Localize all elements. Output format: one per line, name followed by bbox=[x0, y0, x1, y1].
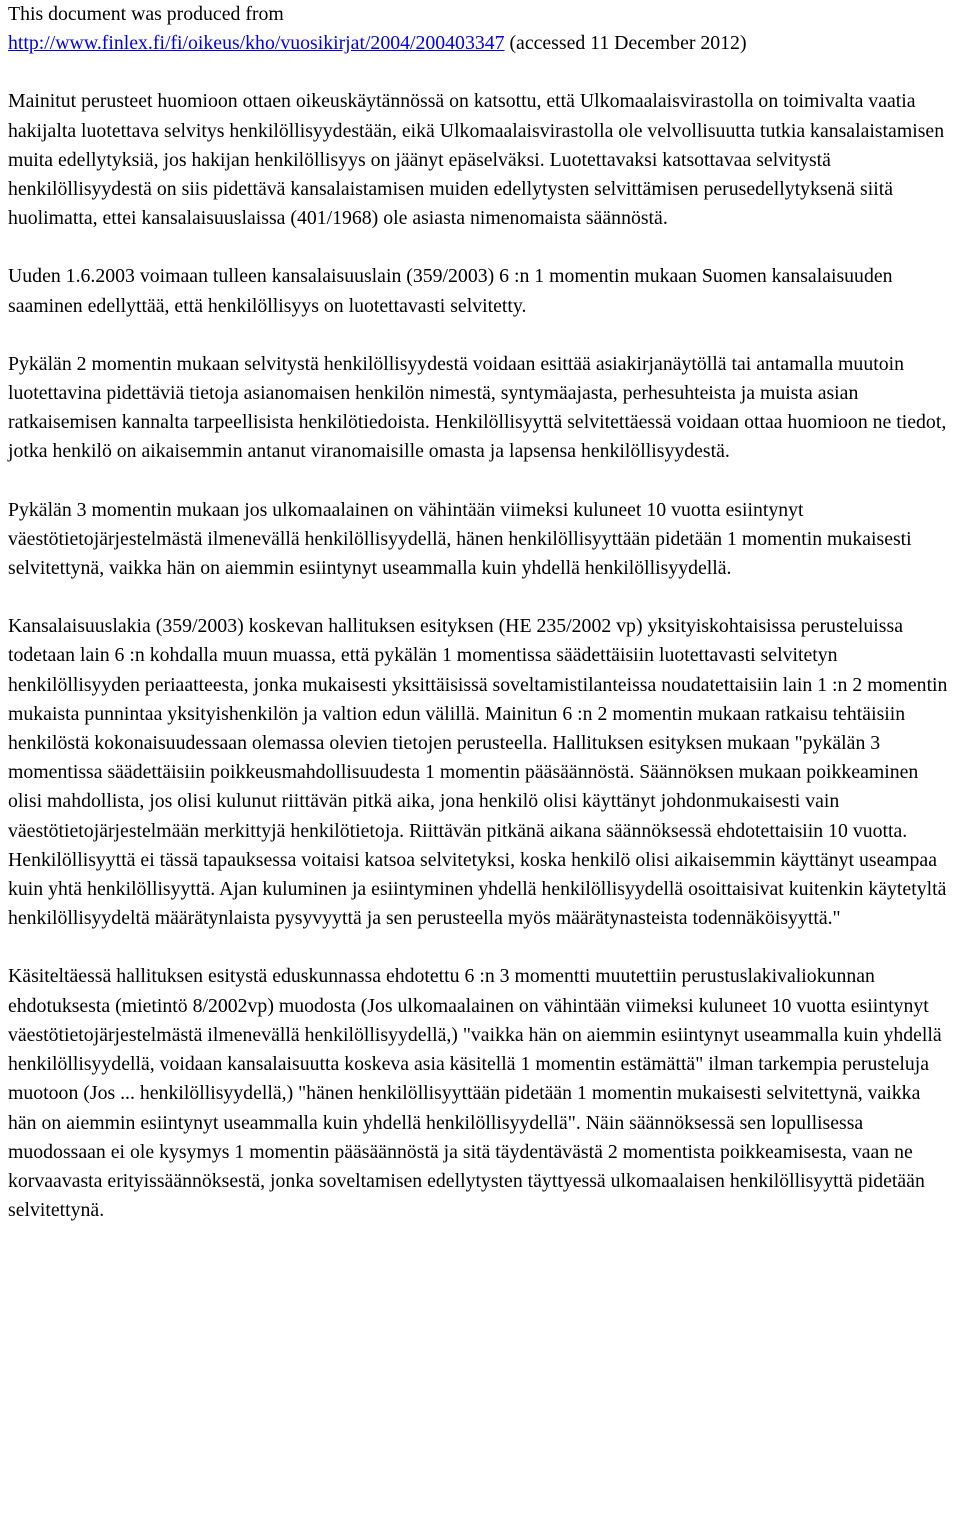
paragraph-citizenship-act-6-1: Uuden 1.6.2003 voimaan tulleen kansalaisuuslain (359/2003) 6 :n 1 momentin mukaan Suomen kansalaisuuden saaminen edellyttää, että henkilöllisyys on luotettavasti selvitetty. bbox=[8, 265, 893, 317]
source-link[interactable]: http://www.finlex.fi/fi/oikeus/kho/vuosikirjat/2004/200403347 bbox=[8, 32, 505, 55]
access-date: (accessed 11 December 2012) bbox=[504, 32, 747, 55]
source-intro: This document was produced from bbox=[8, 3, 284, 25]
paragraph-government-proposal: Kansalaisuuslakia (359/2003) koskevan hallituksen esityksen (HE 235/2002 vp) yksityiskohtaisissa perusteluissa todetaan lain 6 :n kohdalla muun muassa, että pykälän 1 momentissa säädettäisiin luotettavasti selvitetyn henkilöllisyyden periaatteesta, jonka mukaisesti yksittäisissä soveltamistilanteissa noudatettaisiin lain 1 :n 2 momentin mukaista punnintaa yksityishenkilön ja valtion edun välillä. Mainitun 6 :n 2 momentin mukaan ratkaisu tehtäisiin henkilöstä kokonaisuudessaan olemassa olevien tietojen perusteella. Hallituksen esityksen mukaan "pykälän 3 momentissa säädettäisiin poikkeusmahdollisuudesta 1 momentin pääsäännöstä. Säännöksen mukaan poikkeaminen olisi mahdollista, jos olisi kulunut riittävän pitkä aika, jona henkilö olisi käyttänyt johdonmukaisesti vain väestötietojärjestelmään merkittyjä henkilötietoja. Riittävän pitkänä aikana säännöksessä ehdotettaisiin 10 vuotta. Henkilöllisyyttä ei tässä tapauksessa voitaisi katsoa selvitetyksi, koska henkilö olisi aikaisemmin käyttänyt useampaa kuin yhtä henkilöllisyyttä. Ajan kuluminen ja esiintyminen yhdellä henkilöllisyydellä osoittaisivat kuitenkin käytetyltä henkilöllisyydeltä määrätynlaista pysyvyyttä ja sen perusteella myös määrätynasteista todennäköisyyttä." bbox=[8, 615, 948, 930]
paragraph-section-3: Pykälän 3 momentin mukaan jos ulkomaalainen on vähintään viimeksi kuluneet 10 vuotta esiintynyt väestötietojärjestelmästä ilmenevällä henkilöllisyydellä, hänen henkilöllisyyttään pidetään 1 momentin mukaisesti selvitettynä, vaikka hän on aiemmin esiintynyt useammalla kuin yhdellä henkilöllisyydellä. bbox=[8, 498, 912, 580]
source-header bbox=[8, 0, 952, 58]
source-line bbox=[8, 29, 952, 58]
paragraph-section-2: Pykälän 2 momentin mukaan selvitystä henkilöllisyydestä voidaan esittää asiakirjanäytöllä tai antamalla muutoin luotettavina pidettäviä tietoja asianomaisen henkilön nimestä, syntymäajasta, perhesuhteista ja muista asian ratkaisemisen kannalta tarpeellisista henkilötiedoista. Henkilöllisyyttä selvitettäessä voidaan ottaa huomioon ne tiedot, jotka henkilö on aikaisemmin antanut viranomaisille omasta ja lapsensa henkilöllisyydestä. bbox=[8, 352, 947, 463]
paragraph-parliament-amendment: Käsiteltäessä hallituksen esitystä eduskunnassa ehdotettu 6 :n 3 momentti muutettiin perustuslakivaliokunnan ehdotuksesta (mietintö 8/2002vp) muodosta (Jos ulkomaalainen on vähintään viimeksi kuluneet 10 vuotta esiintynyt väestötietojärjestelmästä ilmenevällä henkilöllisyydellä,) "vaikka hän on aiemmin esiintynyt useammalla kuin yhdellä henkilöllisyydellä, voidaan kansalaisuutta koskeva asia käsitellä 1 momentin estämättä" ilman tarkempia perusteluja muotoon (Jos ... henkilöllisyydellä,) "hänen henkilöllisyyttään pidetään 1 momentin mukaisesti selvitettynä, vaikka hän on aiemmin esiintynyt useammalla kuin yhdellä henkilöllisyydellä". Näin säännöksessä sen lopullisessa muodossaan ei ole kysymys 1 momentin pääsäännöstä ja sitä täydentävästä 2 momentista poikkeamisesta, vaan ne korvaavasta erityissäännöksestä, jonka soveltamisen edellytysten täyttyessä ulkomaalaisen henkilöllisyyttä pidetään selvitettynä. bbox=[8, 965, 942, 1222]
paragraph-identity-requirement: Mainitut perusteet huomioon ottaen oikeuskäytännössä on katsottu, että Ulkomaalaisvirastolla on toimivalta vaatia hakijalta luotettava selvitys henkilöllisyydestään, eikä Ulkomaalaisvirastolla ole velvollisuutta tutkia kansalaistamisen muita edellytyksiä, jos hakijan henkilöllisyys on jäänyt epäselväksi. Luotettavaksi katsottavaa selvitystä henkilöllisyydestä on siis pidettävä kansalaistamisen muiden edellytysten selvittämisen perusedellytyksenä siitä huolimatta, ettei kansalaisuuslaissa (401/1968) ole asiasta nimenomaista säännöstä. bbox=[8, 90, 945, 230]
